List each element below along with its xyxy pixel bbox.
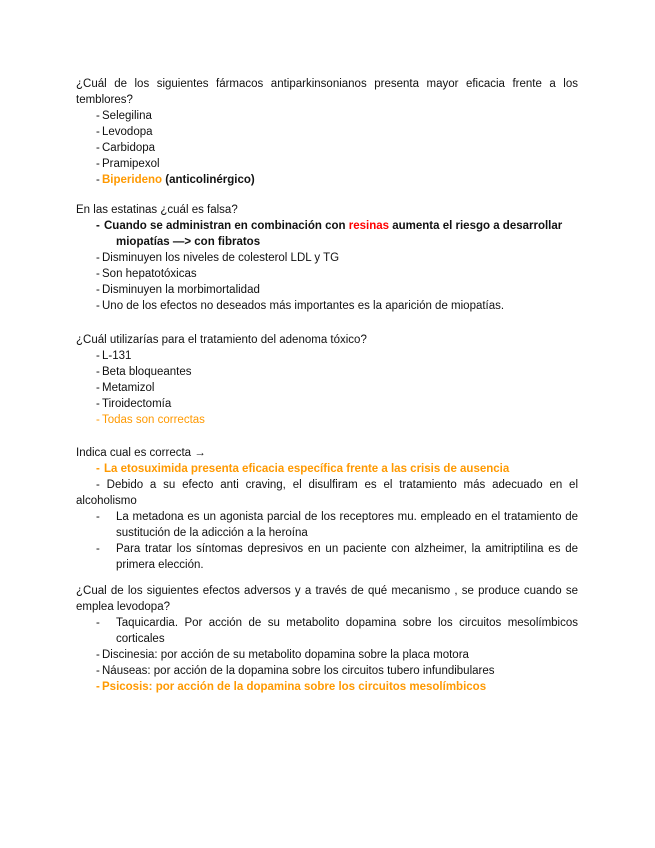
question-4-text: Indica cual es correcta →	[76, 447, 206, 459]
option: - Beta bloqueantes	[96, 366, 192, 378]
correct-option: - Cuando se administran en combinación con resinas aumenta el riesgo a desarrollar miopatías —> con fibratos	[96, 220, 563, 248]
option: - Para tratar los síntomas depresivos en un paciente con alzheimer, la amitriptilina es de primera elección.	[96, 543, 578, 571]
correct-option: - La etosuximida presenta eficacia específica frente a las crisis de ausencia	[96, 463, 510, 475]
option: - Disminuyen los niveles de colesterol LDL y TG	[96, 252, 340, 264]
question-1	[76, 76, 578, 188]
correct-option: - Todas son correctas	[96, 414, 205, 426]
option: - Discinesia: por acción de su metabolito dopamina sobre la placa motora	[96, 649, 469, 661]
option: - Taquicardia. Por acción de su metabolito dopamina sobre los circuitos mesolímbicos corticales	[96, 617, 578, 645]
question-3	[76, 332, 578, 428]
question-4	[76, 445, 578, 573]
option: - Debido a su efecto anti craving, el disulfiram es el tratamiento más adecuado en el alcoholismo	[76, 479, 578, 507]
question-4-options	[76, 461, 578, 573]
option: - Son hepatotóxicas	[96, 268, 197, 280]
question-5-text: ¿Cual de los siguientes efectos adversos y a través de qué mecanismo , se produce cuando se emplea levodopa?	[76, 585, 578, 613]
option: - Pramipexol	[96, 158, 160, 170]
option: - La metadona es un agonista parcial de los receptores mu. empleado en el tratamiento de sustitución de la adicción a la heroína	[96, 511, 578, 539]
option: - Disminuyen la morbimortalidad	[96, 284, 260, 296]
question-5	[76, 583, 578, 695]
option: - L-131	[96, 350, 132, 362]
correct-option: - Biperideno (anticolinérgico)	[96, 174, 255, 186]
option: - Náuseas: por acción de la dopamina sobre los circuitos tubero infundibulares	[96, 665, 495, 677]
question-2-options	[76, 218, 578, 314]
question-5-options	[76, 615, 578, 695]
correct-option: - Psicosis: por acción de la dopamina sobre los circuitos mesolímbicos	[96, 681, 487, 693]
option: - Selegilina	[96, 110, 152, 122]
option: - Carbidopa	[96, 142, 156, 154]
option: - Uno de los efectos no deseados más importantes es la aparición de miopatías.	[96, 300, 505, 312]
question-2-text: En las estatinas ¿cuál es falsa?	[76, 204, 238, 216]
question-3-options	[76, 348, 578, 428]
question-2	[76, 202, 578, 314]
question-1-text: ¿Cuál de los siguientes fármacos antiparkinsonianos presenta mayor eficacia frente a los temblores?	[76, 78, 578, 106]
question-1-options	[76, 108, 578, 188]
option: - Tiroidectomía	[96, 398, 172, 410]
option: - Levodopa	[96, 126, 153, 138]
option: - Metamizol	[96, 382, 155, 394]
question-3-text: ¿Cuál utilizarías para el tratamiento del adenoma tóxico?	[76, 334, 367, 346]
